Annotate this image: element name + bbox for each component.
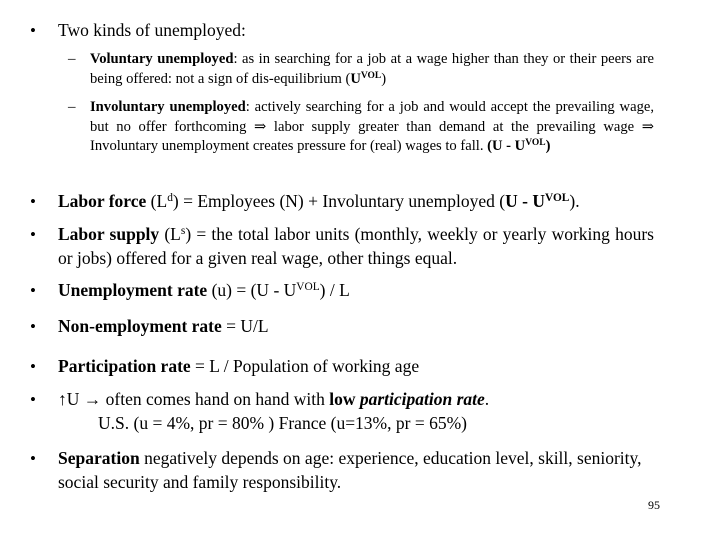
voluntary-text: : as in searching for a job at a wage higher than they or their peers are being offered: not a sign of dis-equilibrium ( <box>90 51 654 87</box>
labor-force-sup: d <box>167 191 173 204</box>
involuntary-sup: VOL <box>525 137 546 148</box>
bullet-labor-force <box>58 190 658 214</box>
term-labor-force: Labor force <box>58 191 147 211</box>
bullet-text: Two kinds of unemployed: <box>58 20 246 40</box>
term-involuntary-unemployed: Involuntary unemployed <box>90 99 246 115</box>
labor-supply-text-1: (L <box>159 224 181 244</box>
term-participation-rate: Participation rate <box>58 356 191 376</box>
bullet-separation <box>58 447 658 494</box>
bullet-marker: • <box>30 21 36 40</box>
unemployment-rate-sup: VOL <box>296 280 320 293</box>
bullet-marker: • <box>30 225 36 244</box>
sub-bullet-voluntary <box>90 50 654 89</box>
voluntary-sup: VOL <box>360 70 382 81</box>
bullet-two-kinds <box>58 19 658 43</box>
involuntary-text-1: : actively searching for a job and would accept the prevailing wage, but no offer forthcoming <box>90 99 654 135</box>
labor-force-sup2: VOL <box>544 191 570 204</box>
up-arrow-icon: ↑ <box>58 389 67 409</box>
involuntary-close: ) <box>545 138 551 154</box>
term-labor-supply: Labor supply <box>58 224 160 244</box>
labor-force-u: U - U <box>505 191 545 211</box>
voluntary-close: ) <box>381 70 387 87</box>
up-text: often comes hand on hand with <box>101 389 330 409</box>
term-participation-rate-italic: participation rate <box>359 389 485 409</box>
dash-marker: – <box>68 99 76 115</box>
up-u: U <box>66 389 80 409</box>
bullet-unemployment-rate <box>58 279 658 303</box>
bullet-marker: • <box>30 281 36 300</box>
unemployment-rate-text-1: (u) = (U - U <box>207 280 297 300</box>
bullet-participation-rate <box>58 355 658 379</box>
implies-arrow-icon: ⇒ <box>641 118 654 135</box>
term-non-employment-rate: Non-employment rate <box>58 316 222 336</box>
implies-arrow-icon: ⇒ <box>254 118 267 135</box>
bullet-marker: • <box>30 449 36 468</box>
labor-supply-text-2: ) = the total labor units (monthly, weekly or yearly working hours or jobs) offered for a given real wage, other things equal. <box>58 224 654 268</box>
right-arrow-icon: → <box>83 389 102 409</box>
sub-bullet-involuntary <box>90 98 654 157</box>
involuntary-text-2: labor supply greater than demand at the prevailing wage <box>266 118 642 135</box>
up-dot: . <box>484 389 490 409</box>
voluntary-u: U <box>350 70 361 87</box>
bullet-up-unemployment <box>58 388 658 435</box>
involuntary-text-3: Involuntary unemployment creates pressure for (real) wages to fall. <box>90 138 488 154</box>
labor-force-text-2: ) = Employees (N) + Involuntary unemployed ( <box>172 191 506 211</box>
term-unemployment-rate: Unemployment rate <box>58 280 208 300</box>
unemployment-rate-text-2: ) / L <box>319 280 350 300</box>
bullet-marker: • <box>30 192 36 211</box>
comparison-line: U.S. (u = 4%, pr = 80% ) France (u=13%, pr = 65%) <box>98 412 467 433</box>
bullet-marker: • <box>30 317 36 336</box>
term-low: low <box>329 389 356 409</box>
bullet-labor-supply <box>58 223 654 270</box>
separation-text: negatively depends on age: experience, education level, skill, seniority, social security and family responsibility. <box>58 448 642 492</box>
bullet-marker: • <box>30 390 36 409</box>
dash-marker: – <box>68 51 76 67</box>
non-employment-text: = U/L <box>221 316 269 336</box>
term-separation: Separation <box>58 448 140 468</box>
labor-supply-sup: s <box>180 224 186 237</box>
labor-force-end: ). <box>569 191 580 211</box>
participation-rate-text: = L / Population of working age <box>190 356 420 376</box>
labor-force-text-1: (L <box>146 191 168 211</box>
bullet-non-employment-rate <box>58 315 658 339</box>
involuntary-end: (U - U <box>487 138 526 154</box>
page-number: 95 <box>648 498 660 512</box>
bullet-marker: • <box>30 357 36 376</box>
term-voluntary-unemployed: Voluntary unemployed <box>90 51 234 67</box>
